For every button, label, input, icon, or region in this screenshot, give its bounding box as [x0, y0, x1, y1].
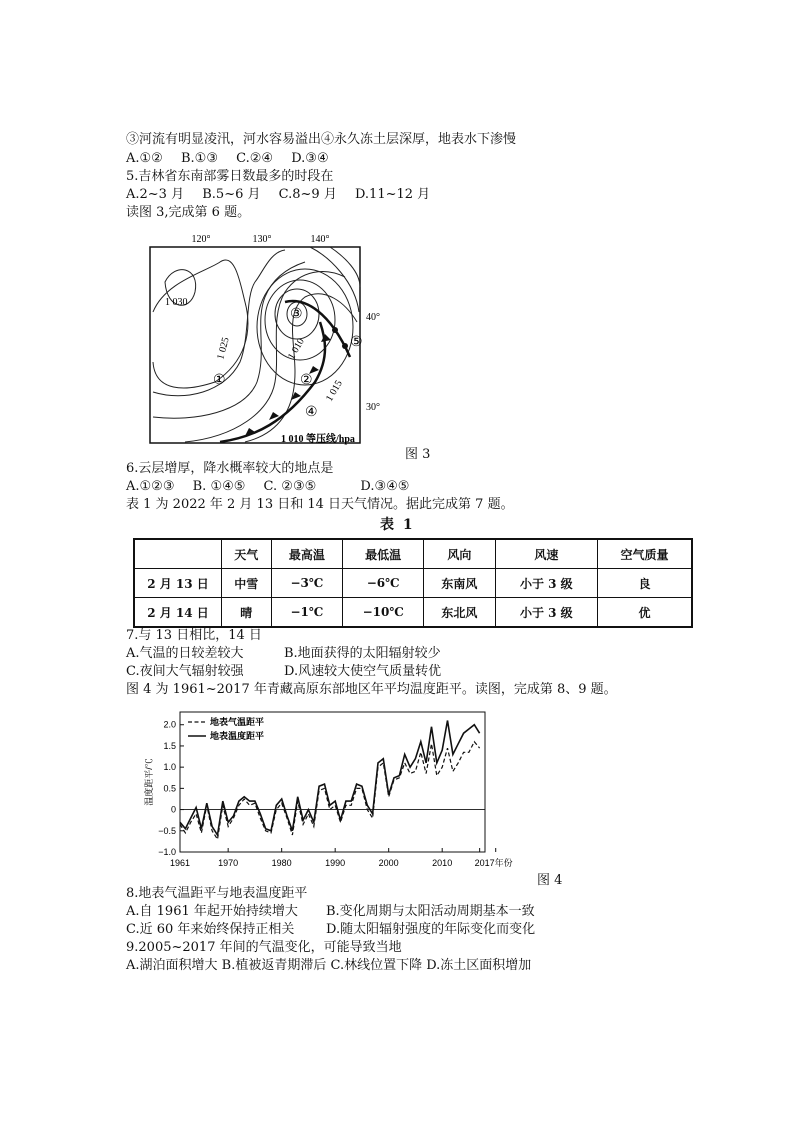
- option[interactable]: B.地面获得的太阳辐射较少: [284, 646, 441, 661]
- y-axis-label: 温度距平/℃: [144, 758, 154, 806]
- option[interactable]: A.2~3 月: [126, 187, 185, 202]
- option[interactable]: C. ②③⑤: [263, 479, 317, 494]
- q7-options-2: [126, 663, 441, 681]
- y-tick-label: −1.0: [158, 847, 176, 857]
- y-tick-label: −0.5: [158, 825, 176, 836]
- series-line: [180, 742, 480, 840]
- option[interactable]: C.近 60 年来始终保持正相关: [126, 922, 295, 937]
- q8-options-2: [126, 921, 535, 939]
- option[interactable]: D.③④⑤: [360, 479, 410, 494]
- figure-4-caption: 图 4: [537, 873, 563, 888]
- table-header-row: [134, 539, 692, 569]
- question-5: 5.吉林省东南部雾日数最多的时段在: [126, 169, 334, 184]
- isobar-label: 1 025: [215, 336, 232, 361]
- q8-options-1: [126, 903, 535, 921]
- weather-table: [133, 538, 693, 628]
- option[interactable]: B.5~6 月: [202, 187, 261, 202]
- lat-label: 40°: [366, 312, 380, 323]
- header-cell: 风向: [424, 539, 496, 569]
- y-tick-label: 1.0: [163, 762, 176, 773]
- header-cell: 风速: [495, 539, 597, 569]
- option[interactable]: A.自 1961 年起开始持续增大: [126, 904, 298, 919]
- table-cell: 优: [597, 598, 692, 628]
- legend-label: 地表气温距平: [210, 717, 265, 727]
- x-tick-label: 1980: [271, 858, 292, 868]
- table-cell: 小于 3 级: [495, 569, 597, 598]
- x-tick-label: 1970: [218, 858, 239, 868]
- table-title: 表 1: [380, 517, 415, 533]
- table-row: [134, 598, 692, 628]
- option[interactable]: D.③④: [291, 151, 329, 166]
- table-cell: −3℃: [271, 569, 343, 598]
- header-cell: 最低温: [343, 539, 424, 569]
- point-3: ③: [290, 307, 303, 322]
- table-cell: 2 月 13 日: [134, 569, 222, 598]
- table-cell: 小于 3 级: [495, 598, 597, 628]
- q7-options-1: [126, 645, 441, 663]
- figure-4-intro: 图 4 为 1961~2017 年青藏高原东部地区年平均温度距平。读图，完成第 8、9 题。: [126, 682, 617, 697]
- table-cell: 中雪: [222, 569, 272, 598]
- q6-options: [126, 478, 423, 496]
- map-legend: 1 010 等压线/hpa: [281, 434, 355, 445]
- question-9: 9.2005~2017 年间的气温变化，可能导致当地: [126, 940, 402, 955]
- x-tick-label: 2010: [432, 858, 453, 868]
- temperature-anomaly-chart: [140, 706, 513, 874]
- isobar-map: [145, 234, 380, 448]
- option[interactable]: B. ①④⑤: [192, 479, 246, 494]
- table-cell: 东南风: [424, 569, 496, 598]
- table-cell: 东北风: [424, 598, 496, 628]
- header-cell: [134, 539, 222, 569]
- q9-options[interactable]: A.湖泊面积增大 B.植被返青期滞后 C.林线位置下降 D.冻土区面积增加: [126, 958, 532, 973]
- question-8: 8.地表气温距平与地表温度距平: [126, 886, 308, 901]
- table-cell: −6℃: [343, 569, 424, 598]
- table-cell: 良: [597, 569, 692, 598]
- option[interactable]: A.①②: [126, 151, 163, 166]
- lon-label: 140°: [310, 234, 330, 245]
- y-tick-label: 0.5: [163, 783, 176, 794]
- table-cell: −10℃: [343, 598, 424, 628]
- option[interactable]: C.8~9 月: [278, 187, 337, 202]
- header-cell: 最高温: [271, 539, 343, 569]
- x-tick-label: 1990: [325, 858, 346, 868]
- table-cell: −1℃: [271, 598, 343, 628]
- option[interactable]: A.①②③: [126, 479, 175, 494]
- lon-label: 120°: [191, 234, 211, 245]
- option[interactable]: B.①③: [180, 151, 218, 166]
- option[interactable]: B.变化周期与太阳活动周期基本一致: [326, 904, 535, 919]
- option[interactable]: C.夜间大气辐射较强: [126, 664, 244, 679]
- option[interactable]: C.②④: [236, 151, 274, 166]
- isobar-lines: [153, 247, 360, 442]
- point-4: ④: [305, 405, 318, 420]
- isobar-label: 1 030: [165, 297, 188, 308]
- x-tick-label: 1961: [169, 858, 191, 868]
- point-5: ⑤: [350, 335, 363, 350]
- header-cell: 天气: [222, 539, 272, 569]
- y-tick-label: 1.5: [163, 740, 176, 751]
- option[interactable]: A.气温的日较差较大: [126, 646, 244, 661]
- table-cell: 2 月 14 日: [134, 598, 222, 628]
- header-cell: 空气质量: [597, 539, 692, 569]
- point-1: ①: [213, 373, 226, 388]
- read-figure-3: 读图 3,完成第 6 题。: [126, 205, 251, 220]
- question-6: 6.云层增厚，降水概率较大的地点是: [126, 461, 334, 476]
- table-row: [134, 569, 692, 598]
- table-cell: 晴: [222, 598, 272, 628]
- text-line: ③河流有明显凌汛，河水容易溢出④永久冻土层深厚，地表水下渗慢: [126, 132, 517, 147]
- isobar-label: 1 010: [286, 336, 307, 362]
- isobar-label: 1 015: [324, 378, 345, 404]
- figure-3-caption: 图 3: [405, 447, 431, 462]
- question-7: 7.与 13 日相比，14 日: [126, 628, 262, 643]
- option[interactable]: D.随太阳辐射强度的年际变化而变化: [326, 922, 536, 937]
- option[interactable]: D.风速较大使空气质量转优: [284, 664, 442, 679]
- q4-options: [126, 150, 343, 168]
- q5-options: [126, 186, 444, 204]
- option[interactable]: D.11~12 月: [354, 187, 431, 202]
- lon-label: 130°: [252, 234, 272, 245]
- y-tick-label: 0: [170, 804, 176, 815]
- x-tick-label: 2017年份: [474, 858, 513, 868]
- table-intro: 表 1 为 2022 年 2 月 13 日和 14 日天气情况。据此完成第 7 题。: [126, 497, 514, 512]
- point-2: ②: [300, 373, 313, 388]
- lat-label: 30°: [366, 402, 380, 413]
- x-tick-label: 2000: [378, 858, 399, 868]
- y-tick-label: 2.0: [163, 719, 176, 730]
- legend-label: 地表温度距平: [210, 731, 265, 741]
